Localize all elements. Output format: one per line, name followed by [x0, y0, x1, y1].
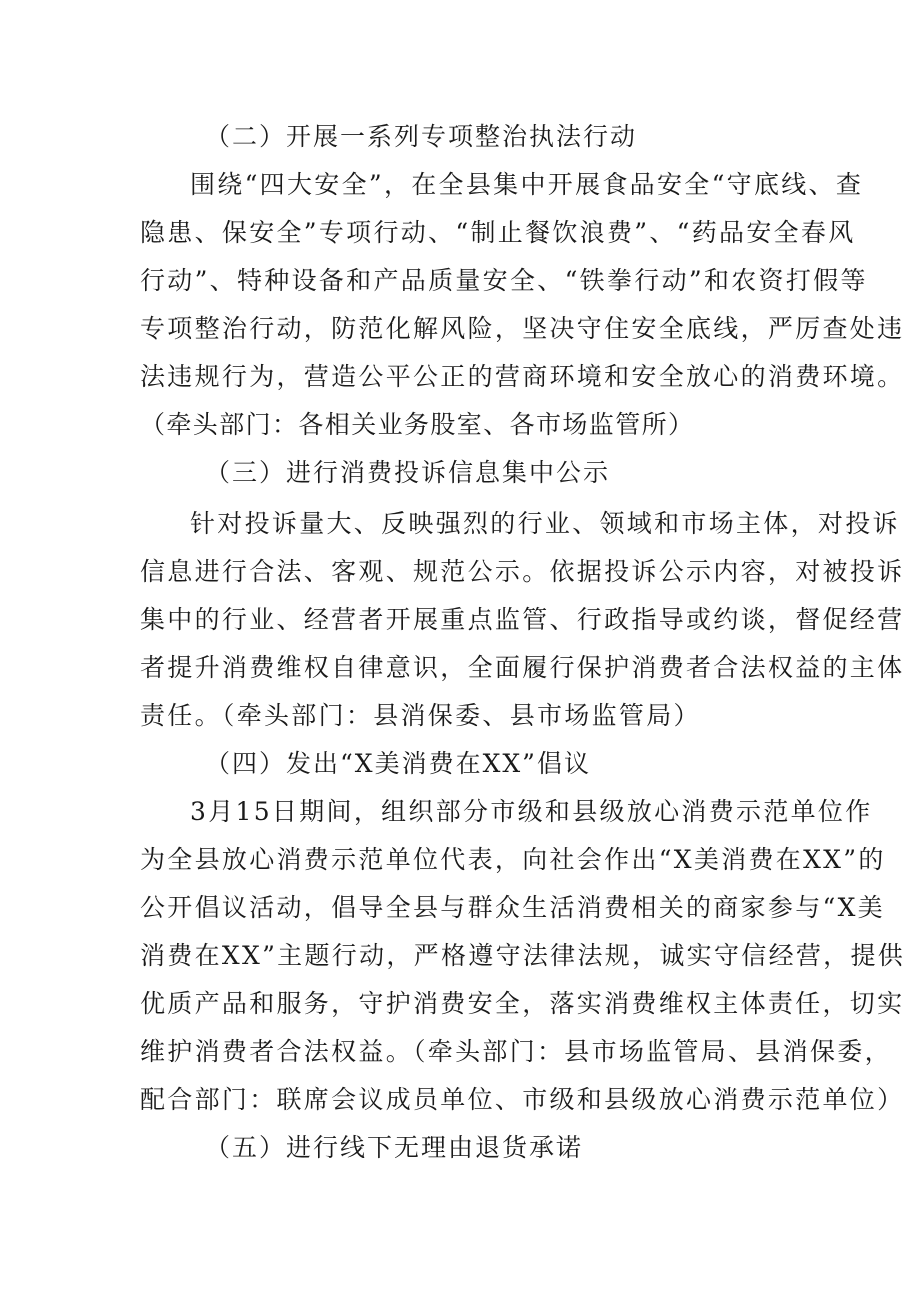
paragraph-line: 3月15日期间，组织部分市级和县级放心消费示范单位作: [190, 797, 873, 826]
paragraph-line: 信息进行合法、客观、规范公示。依据投诉公示内容，对被投诉: [140, 557, 905, 586]
lead-department-note: 配合部门：联席会议成员单位、市级和县级放心消费示范单位）: [140, 1085, 905, 1114]
paragraph-line: 隐患、保安全”专项行动、“制止餐饮浪费”、“药品安全春风: [140, 218, 856, 247]
section-heading-5: （五）进行线下无理由退货承诺: [205, 1133, 584, 1162]
paragraph-line: 为全县放心消费示范单位代表，向社会作出“X美消费在XX”的: [140, 845, 886, 874]
paragraph-line: 法违规行为，营造公平公正的营商环境和安全放心的消费环境。: [140, 362, 905, 391]
paragraph-line: 公开倡议活动，倡导全县与群众生活消费相关的商家参与“X美: [140, 893, 885, 922]
section-heading-2: （二）开展一系列专项整治执法行动: [205, 122, 638, 151]
paragraph-line: 集中的行业、经营者开展重点监管、行政指导或约谈，督促经营: [140, 605, 905, 634]
paragraph-line: 专项整治行动，防范化解风险，坚决守住安全底线，严厉查处违: [140, 314, 905, 343]
lead-department-note: （牵头部门：各相关业务股室、各市场监管所）: [140, 410, 695, 439]
lead-department-note: 责任。（牵头部门：县消保委、县市场监管局）: [140, 701, 701, 730]
paragraph-line: 维护消费者合法权益。（牵头部门：县市场监管局、县消保委，: [140, 1037, 892, 1066]
paragraph-line: 消费在XX”主题行动，严格遵守法律法规，诚实守信经营，提供: [140, 941, 906, 970]
section-heading-3: （三）进行消费投诉信息集中公示: [205, 458, 611, 487]
paragraph-line: 围绕“四大安全”，在全县集中开展食品安全“守底线、查: [190, 170, 864, 199]
paragraph-line: 针对投诉量大、反映强烈的行业、领域和市场主体，对投诉: [190, 509, 900, 538]
paragraph-line: 优质产品和服务，守护消费安全，落实消费维权主体责任，切实: [140, 989, 905, 1018]
section-heading-4: （四）发出“X美消费在XX”倡议: [205, 749, 591, 778]
paragraph-line: 者提升消费维权自律意识，全面履行保护消费者合法权益的主体: [140, 653, 905, 682]
paragraph-line: 行动”、特种设备和产品质量安全、“铁拳行动”和农资打假等: [140, 266, 868, 295]
